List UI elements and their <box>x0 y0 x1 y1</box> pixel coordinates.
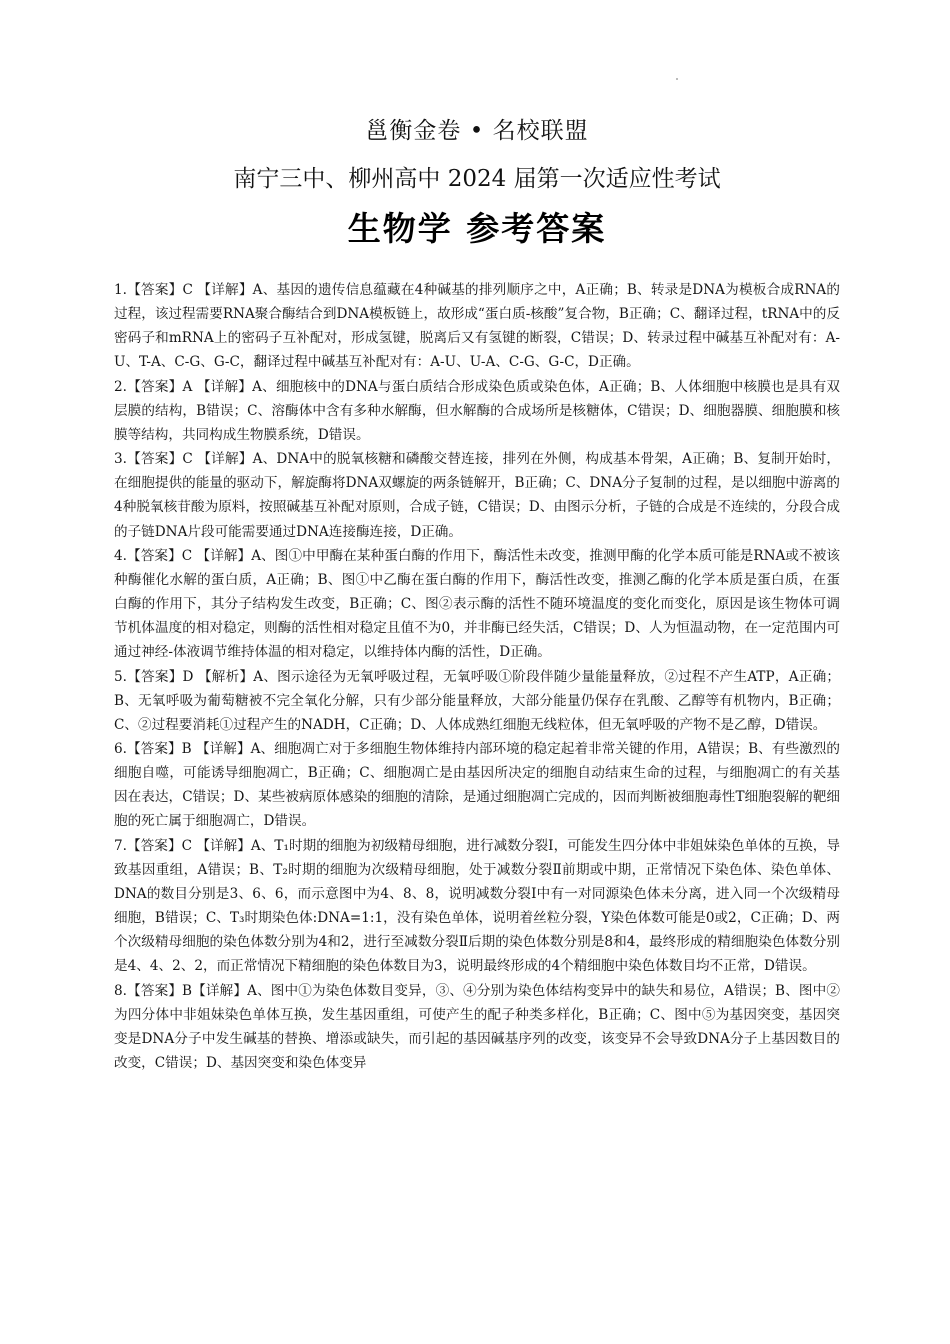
scan-dot <box>676 78 678 80</box>
document-title: 生物学 参考答案 <box>347 209 607 248</box>
exam-title: 南宁三中、柳州高中 2024 届第一次适应性考试 <box>233 166 721 192</box>
answer-item-4: 4.【答案】C 【详解】A、图①中甲酶在某种蛋白酶的作用下，酶活性未改变，推测甲酶的化学本质可能是RNA或不被该种酶催化水解的蛋白质，A正确；B、图①中乙酶在蛋白酶的作用下，酶活性改变，推测乙酶的化学本质是蛋白质，在蛋白酶的作用下，其分子结构发生改变，B正确；C、图②表示酶的活性不随环境温度的变化而变化，原因是该生物体可调节机体温度的相对稳定，则酶的活性相对稳定且值不为0，并非酶已经失活，C错误；D、人为恒温动物，在一定范围内可通过神经-体液调节维持体温的相对稳定，以维持体内酶的活性，D正确。 <box>114 547 840 661</box>
answer-item-1: 1.【答案】C 【详解】A、基因的遗传信息蕴藏在4种碱基的排列顺序之中，A正确；B、转录是DNA为模板合成RNA的过程，该过程需要RNA聚合酶结合到DNA模板链上，故形成“蛋白质-核酸”复合物，B正确；C、翻译过程，tRNA中的反密码子和mRNA上的密码子互补配对，形成氢键，脱离后又有氢键的断裂，C错误；D、转录过程中碱基互补配对有：A-U、T-A、C-G、G-C，翻译过程中碱基互补配对有：A-U、U-A、C-G、G-C，D正确。 <box>114 282 840 371</box>
answer-item-7: 7.【答案】C 【详解】A、T₁时期的细胞为初级精母细胞，进行减数分裂Ⅰ，可能发生四分体中非姐妹染色单体的互换，导致基因重组，A错误；B、T₂时期的细胞为次级精母细胞，处于减数分裂Ⅱ前期或中期，正常情况下染色体、染色单体、DNA的数目分别是3、6、6，而示意图中为4、8、8，说明减数分裂Ⅰ中有一对同源染色体未分离，进入同一个次级精母细胞，B错误；C、T₃时期染色体:DNA=1:1，没有染色单体，说明着丝粒分裂，Y染色体数可能是0或2，C正确；D、两个次级精母细胞的染色体数分别为4和2，进行至减数分裂Ⅱ后期的染色体数分别是8和4，最终形成的精细胞染色体数分别是4、4、2、2，而正常情况下精细胞的染色体数目为3，说明最终形成的4个精细胞中染色体数目均不正常，D错误。 <box>114 837 840 975</box>
answer-item-2: 2.【答案】A 【详解】A、细胞核中的DNA与蛋白质结合形成染色质或染色体，A正确；B、人体细胞中核膜也是具有双层膜的结构，B错误；C、溶酶体中含有多种水解酶，但水解酶的合成场所是核糖体，C错误；D、细胞器膜、细胞膜和核膜等结构，共同构成生物膜系统，D错误。 <box>114 378 840 443</box>
answer-item-5: 5.【答案】D 【解析】A、图示途径为无氧呼吸过程，无氧呼吸①阶段伴随少量能量释放，②过程不产生ATP，A正确；B、无氧呼吸为葡萄糖被不完全氧化分解，只有少部分能量释放，大部分能量仍保存在乳酸、乙醇等有机物内，B正确；C、②过程要消耗①过程产生的NADH，C正确；D、人体成熟红细胞无线粒体，但无氧呼吸的产物不是乙醇，D错误。 <box>114 668 840 733</box>
answer-item-8: 8.【答案】B【详解】A、图中①为染色体数目变异，③、④分别为染色体结构变异中的缺失和易位，A错误；B、图中②为四分体中非姐妹染色单体互换，发生基因重组，可使产生的配子种类多样化，B正确；C、图中⑤为基因突变，基因突变是DNA分子中发生碱基的替换、增添或缺失，而引起的基因碱基序列的改变，该变异不会导致DNA分子上基因数目的改变，C错误；D、基因突变和染色体变异 <box>114 982 840 1071</box>
answer-list <box>114 278 840 1075</box>
answer-item-3: 3.【答案】C 【详解】A、DNA中的脱氧核糖和磷酸交替连接，排列在外侧，构成基本骨架，A正确；B、复制开始时，在细胞提供的能量的驱动下，解旋酶将DNA双螺旋的两条链解开，B正确；C、DNA分子复制的过程，是以细胞中游离的4种脱氧核苷酸为原料，按照碱基互补配对原则，合成子链，C错误；D、由图示分析，子链的合成是不连续的，分段合成的子链DNA片段可能需要通过DNA连接酶连接，D正确。 <box>114 451 840 540</box>
series-title: 邕衡金卷 • 名校联盟 <box>365 118 589 144</box>
document-header <box>114 116 840 250</box>
answer-item-6: 6.【答案】B 【详解】A、细胞凋亡对于多细胞生物体维持内部环境的稳定起着非常关键的作用，A错误；B、有些激烈的细胞自噬，可能诱导细胞凋亡，B正确；C、细胞凋亡是由基因所决定的细胞自动结束生命的过程，与细胞凋亡的有关基因在表达，C错误；D、某些被病原体感染的细胞的清除，是通过细胞凋亡完成的，因而判断被细胞毒性T细胞裂解的靶细胞的死亡属于细胞凋亡，D错误。 <box>114 740 840 830</box>
